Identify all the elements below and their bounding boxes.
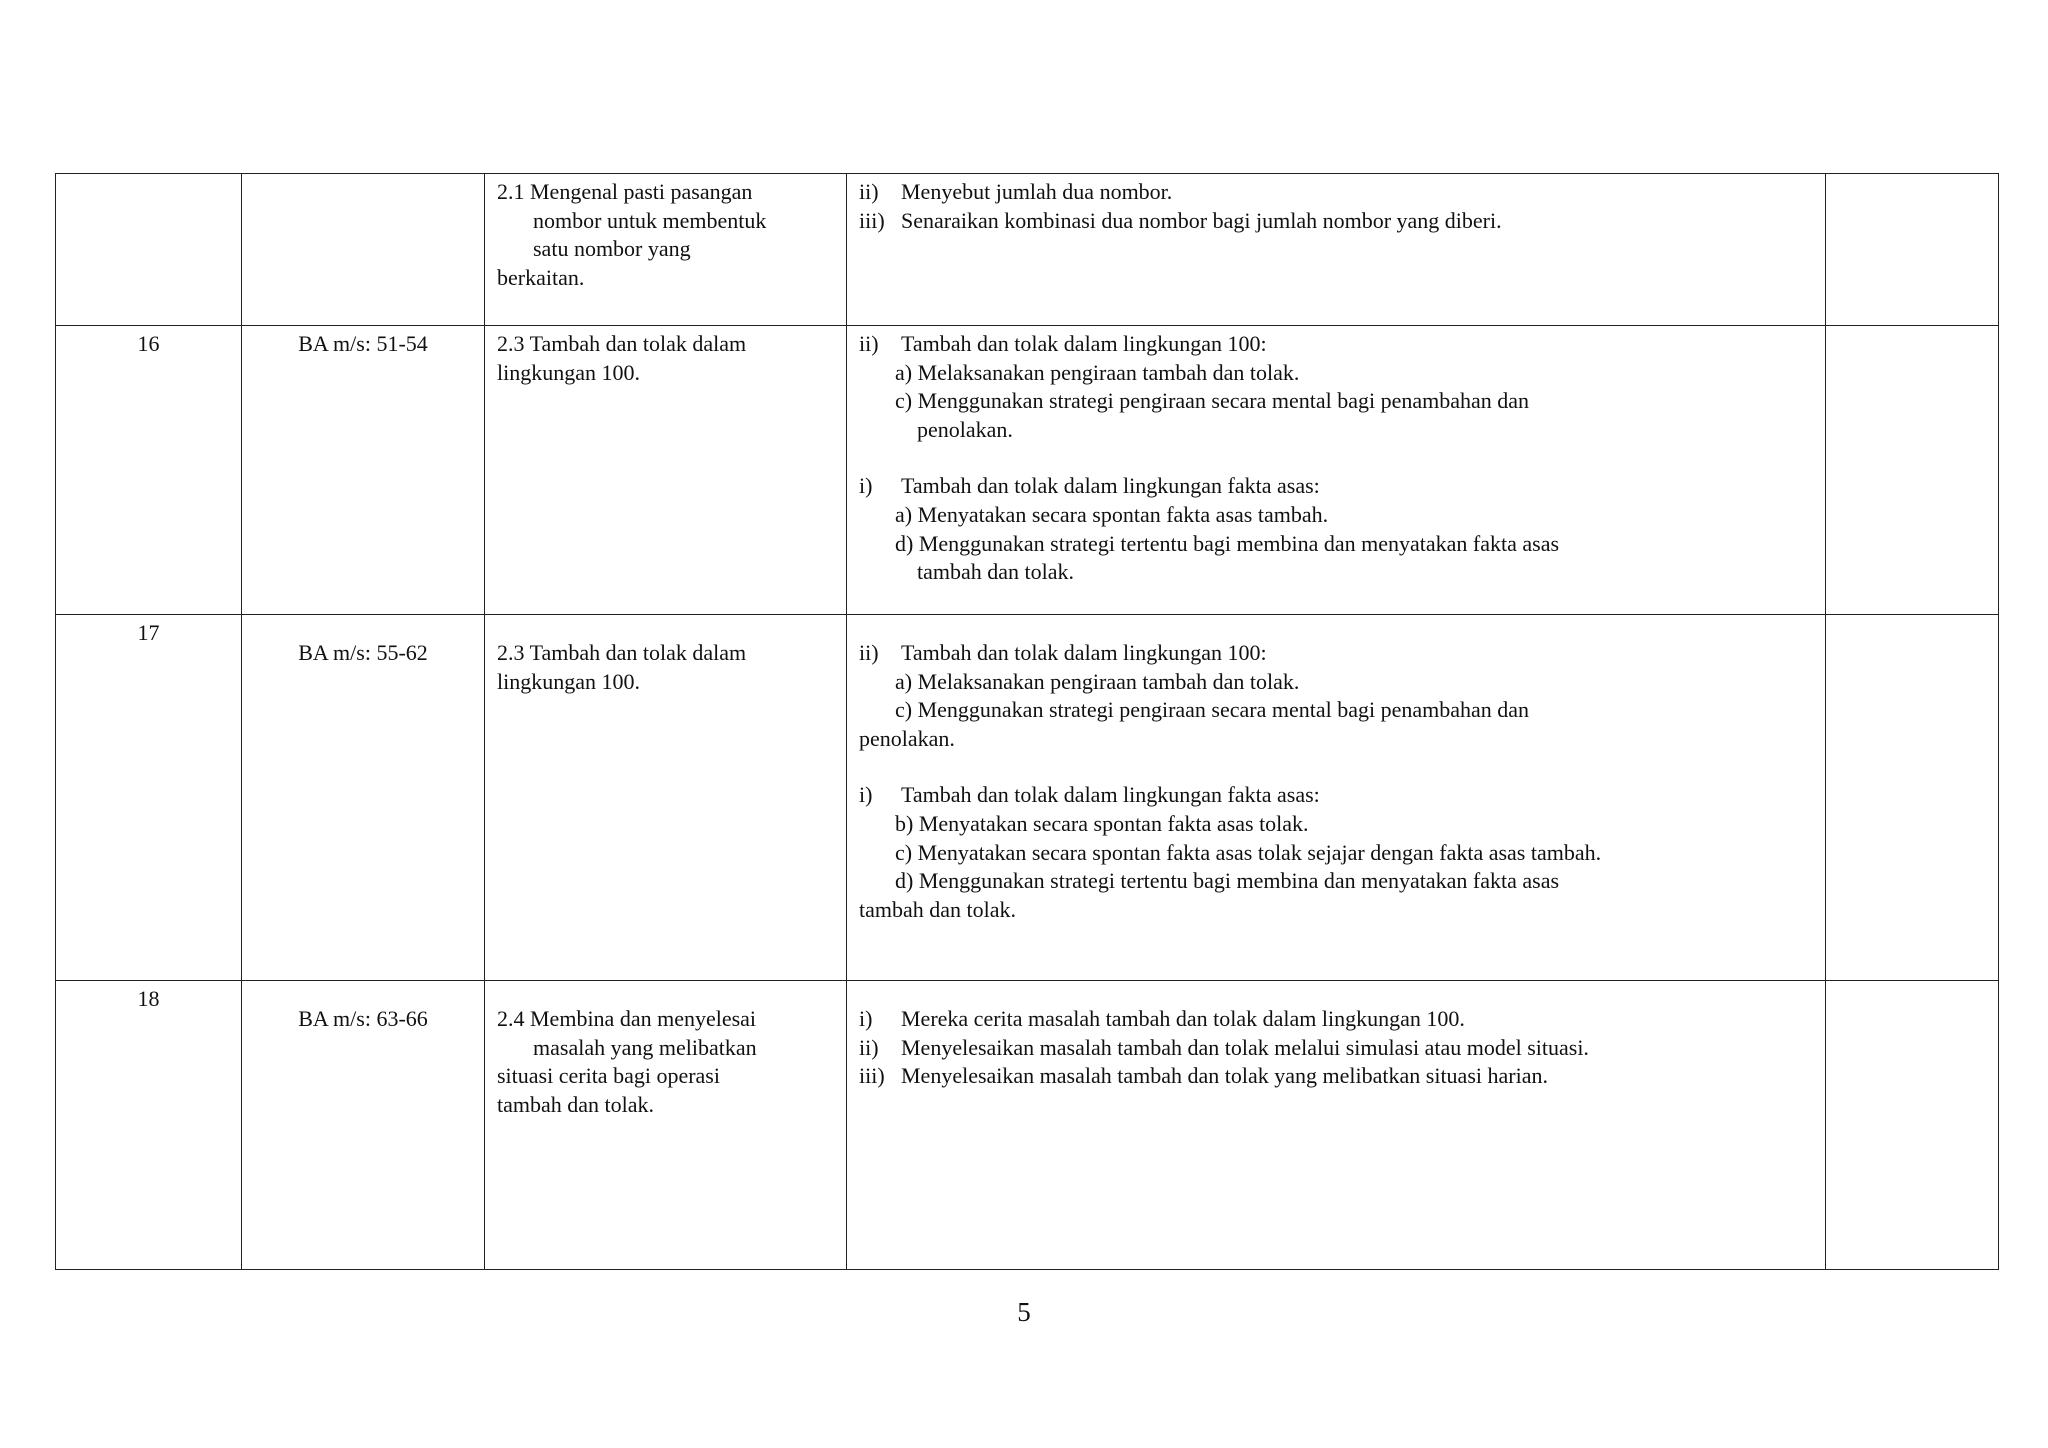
objective-item <box>859 639 1813 668</box>
objectives-cell <box>847 981 1826 1270</box>
standard-cell <box>485 174 847 326</box>
objectives-cell <box>847 174 1826 326</box>
objective-subitem: b) Menyatakan secara spontan fakta asas tolak. <box>895 810 1309 836</box>
objective-subitem: a) Menyatakan secara spontan fakta asas tambah. <box>895 501 1329 527</box>
objective-number: ii) <box>859 331 879 356</box>
objective-subitem: penolakan. <box>917 416 1013 442</box>
objective-subitem: tambah dan tolak. <box>859 896 1017 922</box>
objective-text: Senaraikan kombinasi dua nombor bagi jumlah nombor yang diberi. <box>901 207 1502 233</box>
table-row <box>56 981 1999 1270</box>
objective-text: Tambah dan tolak dalam lingkungan 100: <box>901 331 1267 356</box>
lesson-plan-table <box>55 173 1999 1270</box>
objective-text: Menyebut jumlah dua nombor. <box>901 179 1173 204</box>
standard-line: tambah dan tolak. <box>497 1091 655 1117</box>
standard-line: nombor untuk membentuk <box>533 207 767 233</box>
objective-number: ii) <box>859 1034 879 1060</box>
objective-item <box>859 1034 1813 1063</box>
table-row <box>56 326 1999 615</box>
table-row <box>56 174 1999 326</box>
notes-cell <box>1826 615 1999 981</box>
notes-cell <box>1826 174 1999 326</box>
standard-line: masalah yang melibatkan <box>533 1034 757 1060</box>
objective-number: i) <box>859 473 873 499</box>
objectives-cell <box>847 326 1826 615</box>
objective-item <box>859 781 1813 810</box>
objective-text: Menyelesaikan masalah tambah dan tolak yang melibatkan situasi harian. <box>901 1063 1548 1089</box>
standard-line: 2.3 Tambah dan tolak dalam <box>497 331 747 356</box>
reference-cell: BA m/s: 55-62 <box>242 615 485 981</box>
reference-cell: BA m/s: 51-54 <box>242 326 485 615</box>
objective-subitem: tambah dan tolak. <box>917 559 1075 585</box>
objective-number: i) <box>859 782 873 808</box>
objective-text: Tambah dan tolak dalam lingkungan fakta asas: <box>901 782 1320 808</box>
objective-subitem: c) Menyatakan secara spontan fakta asas tolak sejajar dengan fakta asas tambah. <box>895 839 1602 865</box>
week-cell <box>56 174 242 326</box>
standard-line: situasi cerita bagi operasi <box>497 1063 720 1089</box>
objective-item <box>859 207 1813 236</box>
objective-item <box>859 1062 1813 1091</box>
page-number: 5 <box>1017 1297 1031 1327</box>
standard-cell <box>485 326 847 615</box>
objective-number: ii) <box>859 640 879 665</box>
standard-cell <box>485 615 847 981</box>
objective-item <box>859 1005 1813 1034</box>
objective-subitem: c) Menggunakan strategi pengiraan secara mental bagi penambahan dan <box>895 388 1530 414</box>
week-cell: 18 <box>56 981 242 1270</box>
objective-number: ii) <box>859 179 879 204</box>
reference-cell <box>242 174 485 326</box>
objective-subitem: d) Menggunakan strategi tertentu bagi membina dan menyatakan fakta asas <box>895 868 1560 894</box>
week-cell: 16 <box>56 326 242 615</box>
objective-text: Mereka cerita masalah tambah dan tolak dalam lingkungan 100. <box>901 1006 1465 1031</box>
standard-line: lingkungan 100. <box>497 359 640 385</box>
standard-line: 2.4 Membina dan menyelesai <box>497 1006 757 1031</box>
objective-subitem: a) Melaksanakan pengiraan tambah dan tolak. <box>895 668 1300 694</box>
objective-subitem: a) Melaksanakan pengiraan tambah dan tolak. <box>895 359 1300 385</box>
objective-subitem: penolakan. <box>859 725 955 751</box>
objective-text: Tambah dan tolak dalam lingkungan 100: <box>901 640 1267 665</box>
objective-number: iii) <box>859 1063 885 1089</box>
objective-text: Menyelesaikan masalah tambah dan tolak melalui simulasi atau model situasi. <box>901 1034 1589 1060</box>
objective-subitem: d) Menggunakan strategi tertentu bagi membina dan menyatakan fakta asas <box>895 530 1560 556</box>
standard-cell <box>485 981 847 1270</box>
notes-cell <box>1826 326 1999 615</box>
standard-line: berkaitan. <box>497 264 585 290</box>
objective-item <box>859 472 1813 501</box>
objectives-cell <box>847 615 1826 981</box>
standard-line: 2.1 Mengenal pasti pasangan <box>497 179 753 204</box>
standard-line: 2.3 Tambah dan tolak dalam <box>497 640 747 665</box>
objective-number: iii) <box>859 207 885 233</box>
notes-cell <box>1826 981 1999 1270</box>
objective-item <box>859 330 1813 359</box>
standard-line: satu nombor yang <box>533 236 691 262</box>
objective-item <box>859 178 1813 207</box>
objective-text: Tambah dan tolak dalam lingkungan fakta asas: <box>901 473 1320 499</box>
objective-subitem: c) Menggunakan strategi pengiraan secara mental bagi penambahan dan <box>895 697 1530 723</box>
standard-line: lingkungan 100. <box>497 668 640 694</box>
reference-cell: BA m/s: 63-66 <box>242 981 485 1270</box>
table-row <box>56 615 1999 981</box>
objective-number: i) <box>859 1006 873 1031</box>
week-cell: 17 <box>56 615 242 981</box>
